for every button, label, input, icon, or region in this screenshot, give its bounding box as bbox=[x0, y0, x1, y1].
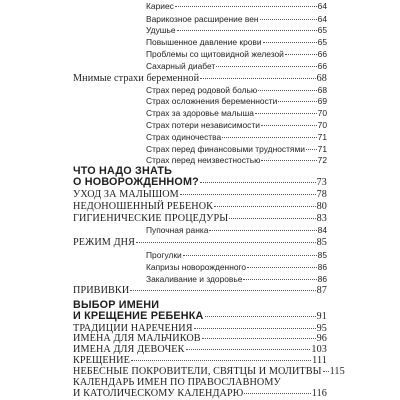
toc-entry[interactable] bbox=[146, 96, 327, 107]
toc-entry-page: 103 bbox=[311, 344, 327, 356]
toc-entry-page: 111 bbox=[312, 355, 327, 367]
dot-leader bbox=[131, 360, 311, 361]
toc-entry-label: Мнимые страхи беременной bbox=[73, 72, 200, 84]
dot-leader bbox=[323, 371, 329, 372]
toc-entry[interactable] bbox=[73, 355, 327, 366]
toc-entry-label: Прогулки bbox=[146, 249, 182, 260]
toc-entry-page: 71 bbox=[317, 131, 327, 142]
toc-entry-label: Капризы новорожденного bbox=[146, 261, 247, 272]
toc-entry[interactable] bbox=[146, 262, 327, 273]
toc-entry[interactable] bbox=[73, 344, 327, 355]
dot-leader bbox=[244, 393, 310, 394]
toc-entry[interactable] bbox=[146, 25, 327, 36]
dot-leader bbox=[205, 316, 316, 317]
toc-entry[interactable] bbox=[73, 237, 327, 248]
toc-entry-page: 69 bbox=[317, 96, 327, 107]
dot-leader bbox=[183, 255, 317, 256]
toc-entry-label: Страх перед неизвестностью bbox=[146, 155, 261, 166]
dot-leader bbox=[180, 194, 316, 195]
dot-leader bbox=[130, 290, 315, 291]
dot-leader bbox=[278, 101, 316, 102]
dot-leader bbox=[209, 230, 316, 231]
toc-entry-label: ПРИВИВКИ bbox=[73, 285, 130, 297]
dot-leader bbox=[285, 54, 317, 55]
toc-entry-label: Варикозное расширение вен bbox=[146, 13, 259, 24]
section-title-line2: И КРЕЩЕНИЕ РЕБЕНКА bbox=[73, 309, 204, 322]
toc-entry-page: 72 bbox=[317, 155, 327, 166]
toc-entry[interactable] bbox=[146, 1, 327, 12]
toc-entry[interactable] bbox=[146, 49, 327, 60]
toc-entry-label: НЕБЕСНЫЕ ПОКРОВИТЕЛИ, СВЯТЦЫ И МОЛИТВЫ bbox=[73, 366, 322, 378]
toc-entry[interactable] bbox=[146, 14, 327, 25]
toc-entry-label: ТРАДИЦИИ НАРЕЧЕНИЯ bbox=[73, 322, 193, 334]
toc-entry[interactable] bbox=[73, 213, 327, 224]
toc-entry-page: 66 bbox=[317, 60, 327, 71]
toc-entry-label: Проблемы со щитовидной железой bbox=[146, 49, 284, 60]
dot-leader bbox=[258, 90, 316, 91]
toc-entry[interactable] bbox=[73, 201, 327, 212]
toc-entry-page: 66 bbox=[317, 49, 327, 60]
toc-entry[interactable] bbox=[146, 132, 327, 143]
dot-leader bbox=[175, 6, 317, 7]
toc-entry-label: КРЕЩЕНИЕ bbox=[73, 355, 130, 367]
toc-entry-page: 65 bbox=[317, 25, 327, 36]
toc-entry[interactable] bbox=[146, 274, 327, 285]
toc-entry-page: 116 bbox=[311, 388, 327, 399]
dot-leader bbox=[263, 42, 317, 43]
toc-entry[interactable] bbox=[146, 225, 327, 236]
toc-entry-page: 86 bbox=[317, 273, 327, 284]
toc-entry-page: 73 bbox=[316, 177, 327, 189]
toc-entry-label: Страх перед финансовыми трудностями bbox=[146, 143, 305, 154]
toc-entry[interactable] bbox=[73, 377, 327, 388]
dot-leader bbox=[222, 137, 316, 138]
toc-entry-label: ИМЕНА ДЛЯ МАЛЬЧИКОВ bbox=[73, 333, 201, 345]
toc-entry-label: Повышенное давление крови bbox=[146, 37, 262, 48]
dot-leader bbox=[260, 19, 317, 20]
toc-entry-page: 78 bbox=[316, 189, 327, 200]
toc-entry[interactable] bbox=[73, 285, 327, 296]
toc-entry-label: ГИГИЕНИЧЕСКИЕ ПРОЦЕДУРЫ bbox=[73, 212, 229, 224]
toc-entry-label: Страх одиночества bbox=[146, 131, 222, 142]
section-title-line1: ВЫБОР ИМЕНИ bbox=[73, 298, 160, 311]
toc-entry[interactable] bbox=[146, 155, 327, 166]
toc-entry-label: Пупочная ранка bbox=[146, 225, 209, 236]
toc-entry-page: 68 bbox=[316, 72, 327, 84]
toc-entry[interactable] bbox=[146, 37, 327, 48]
toc-entry[interactable] bbox=[73, 323, 327, 334]
toc-entry-page: 96 bbox=[316, 333, 327, 345]
section-title-line1: ЧТО НАДО ЗНАТЬ bbox=[73, 165, 173, 178]
dot-leader bbox=[177, 30, 317, 31]
dot-leader bbox=[202, 338, 316, 339]
toc-entry-label: ИМЕНА ДЛЯ ДЕВОЧЕК bbox=[73, 344, 185, 356]
toc-entry-page: 64 bbox=[317, 13, 327, 24]
toc-entry-label: УХОД ЗА МАЛЫШОМ bbox=[73, 189, 179, 200]
section-title[interactable] bbox=[73, 177, 327, 188]
toc-entry-page: 71 bbox=[317, 143, 327, 154]
section-title[interactable] bbox=[73, 311, 327, 322]
toc-entry[interactable] bbox=[73, 189, 327, 200]
toc-entry-label: РЕЖИМ ДНЯ bbox=[73, 237, 135, 249]
toc-entry-page: 80 bbox=[316, 200, 327, 212]
dot-leader bbox=[247, 267, 317, 268]
dot-leader bbox=[200, 182, 316, 183]
toc-entry-heading[interactable] bbox=[73, 73, 327, 84]
toc-entry-page: 86 bbox=[317, 261, 327, 272]
dot-leader bbox=[216, 66, 316, 67]
toc-entry-label: Страх перед родовой болью bbox=[146, 84, 258, 95]
dot-leader bbox=[261, 125, 317, 126]
dot-leader bbox=[306, 149, 317, 150]
dot-leader bbox=[229, 218, 315, 219]
toc-entry-label: КАЛЕНДАРЬ ИМЕН ПО ПРАВОСЛАВНОМУ bbox=[73, 377, 281, 389]
toc-entry-page: 84 bbox=[317, 225, 327, 236]
dot-leader bbox=[194, 328, 316, 329]
section-title-line2: О НОВОРОЖДЕННОМ? bbox=[73, 176, 199, 189]
toc-entry-page: 68 bbox=[317, 84, 327, 95]
toc-entry-label: Страх за здоровье малыша bbox=[146, 108, 254, 119]
toc-entry-page: 95 bbox=[316, 322, 327, 334]
toc-entry-label: И КАТОЛИЧЕСКОМУ КАЛЕНДАРЮ bbox=[73, 388, 244, 399]
dot-leader bbox=[214, 206, 316, 207]
toc-entry[interactable] bbox=[146, 120, 327, 131]
toc-entry-page: 70 bbox=[317, 119, 327, 130]
toc-entry-label: НЕДОНОШЕННЫЙ РЕБЕНОК bbox=[73, 200, 214, 212]
toc-entry[interactable] bbox=[73, 333, 327, 344]
toc-entry-page: 64 bbox=[317, 0, 327, 11]
toc-entry-label: Страх потери независимости bbox=[146, 119, 260, 130]
dot-leader bbox=[136, 242, 316, 243]
toc-entry[interactable] bbox=[146, 61, 327, 72]
toc-entry-label: Кариес bbox=[146, 0, 174, 11]
toc-entry[interactable] bbox=[146, 144, 327, 155]
dot-leader bbox=[200, 78, 315, 79]
dot-leader bbox=[255, 113, 317, 114]
toc-entry-page: 115 bbox=[329, 366, 345, 378]
dot-leader bbox=[186, 349, 311, 350]
dot-leader bbox=[261, 160, 316, 161]
toc-entry-label: Закаливание и здоровье bbox=[146, 273, 243, 284]
toc-entry-label: Страх осложнения беременности bbox=[146, 96, 278, 107]
dot-leader bbox=[243, 279, 316, 280]
toc-entry[interactable] bbox=[146, 85, 327, 96]
toc-entry-page: 83 bbox=[316, 212, 327, 224]
toc-entry[interactable] bbox=[146, 250, 327, 261]
toc-entry-page: 65 bbox=[317, 37, 327, 48]
toc-entry-page: 87 bbox=[316, 285, 327, 297]
toc-entry-page: 85 bbox=[317, 249, 327, 260]
toc-entry[interactable] bbox=[73, 366, 345, 378]
toc-entry-label: Сахарный диабет bbox=[146, 60, 216, 71]
toc-entry-page: 70 bbox=[317, 108, 327, 119]
toc-entry-page: 85 bbox=[316, 237, 327, 249]
toc-entry[interactable] bbox=[146, 108, 327, 119]
toc-entry-label: Удушье bbox=[146, 25, 176, 36]
toc-entry[interactable] bbox=[73, 388, 327, 399]
toc-entry-page: 91 bbox=[316, 310, 327, 322]
